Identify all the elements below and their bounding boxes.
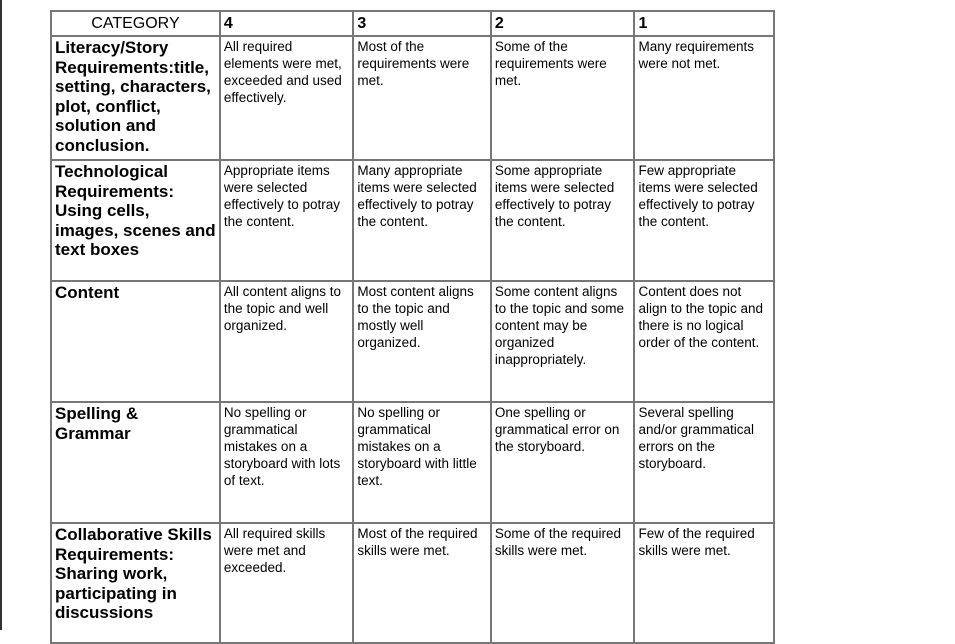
cell-level-2: Some appropriate items were selected effectively to potray the content. [491,160,635,281]
cell-level-1: Content does not align to the topic and there is no logical order of the content. [634,281,774,402]
cell-level-2: Some of the requirements were met. [491,36,635,160]
cell-level-1: Few of the required skills were met. [634,523,774,643]
cell-level-4: Appropriate items were selected effectively to potray the content. [220,160,353,281]
header-level-4: 4 [220,11,353,36]
cell-level-2: Some content aligns to the topic and some content may be organized inappropriately. [491,281,635,402]
table-row [51,36,774,160]
cell-level-4: No spelling or grammatical mistakes on a storyboard with lots of text. [220,402,353,523]
cell-level-4: All content aligns to the topic and well organized. [220,281,353,402]
table-row [51,402,774,523]
cell-level-4: All required elements were met, exceeded and used effectively. [220,36,353,160]
cell-level-3: Many appropriate items were selected effectively to potray the content. [353,160,491,281]
cell-level-3: No spelling or grammatical mistakes on a storyboard with little text. [353,402,491,523]
row-category: Content [51,281,220,402]
header-level-2: 2 [491,11,635,36]
cell-level-1: Few appropriate items were selected effectively to potray the content. [634,160,774,281]
table-row [51,523,774,643]
header-row [51,11,774,36]
row-category: Literacy/Story Requirements:title, setting, characters, plot, conflict, solution and conclusion. [51,36,220,160]
table-row [51,281,774,402]
row-category: Collaborative Skills Requirements: Sharing work, participating in discussions [51,523,220,643]
header-level-1: 1 [634,11,774,36]
row-category: Spelling & Grammar [51,402,220,523]
cell-level-2: One spelling or grammatical error on the storyboard. [491,402,635,523]
cell-level-1: Several spelling and/or grammatical errors on the storyboard. [634,402,774,523]
viewer-left-border [0,0,2,630]
rubric-table [50,10,775,644]
header-category: CATEGORY [51,11,220,36]
cell-level-3: Most of the required skills were met. [353,523,491,643]
table-row [51,160,774,281]
cell-level-3: Most content aligns to the topic and mostly well organized. [353,281,491,402]
cell-level-3: Most of the requirements were met. [353,36,491,160]
cell-level-4: All required skills were met and exceeded. [220,523,353,643]
header-level-3: 3 [353,11,491,36]
row-category: Technological Requirements: Using cells, images, scenes and text boxes [51,160,220,281]
cell-level-1: Many requirements were not met. [634,36,774,160]
cell-level-2: Some of the required skills were met. [491,523,635,643]
